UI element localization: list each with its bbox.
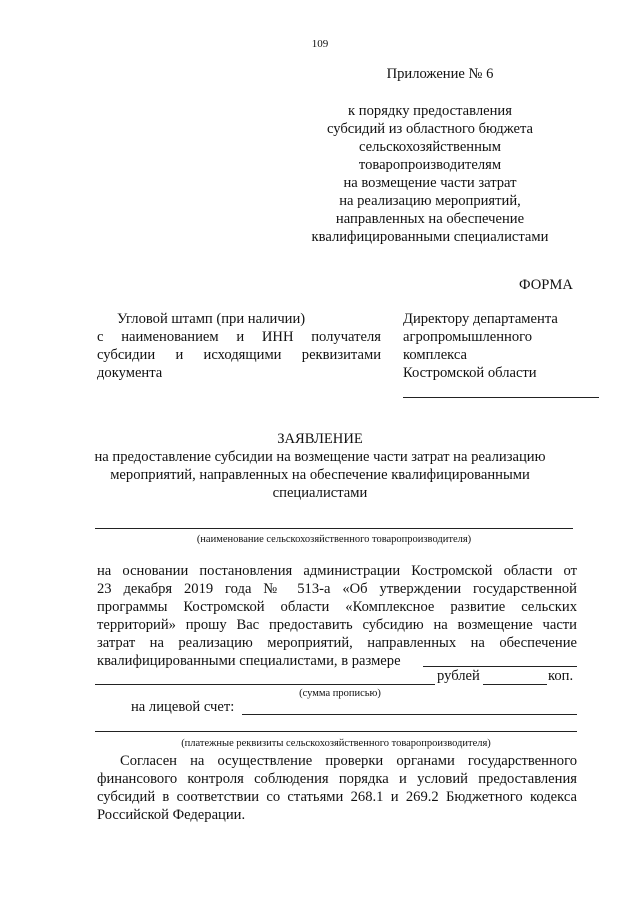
applicant-name-line	[95, 528, 573, 529]
addressee-block	[403, 310, 603, 382]
addressee-signature-line	[403, 397, 599, 398]
account-field-line	[242, 714, 577, 715]
appendix-line: на реализацию мероприятий,	[339, 193, 521, 209]
corner-stamp-block	[97, 310, 381, 382]
body-line: затрат на реализацию мероприятий, направленных на обеспечение	[97, 635, 577, 651]
subtitle-line: специалистами	[272, 485, 368, 501]
rubles-label: рублей	[437, 668, 480, 684]
stamp-line: документа	[97, 365, 163, 381]
appendix-title: Приложение № 6	[386, 66, 494, 82]
amount-caption: (сумма прописью)	[299, 688, 381, 699]
subtitle-line: на предоставление субсидии на возмещение части затрат на реализацию	[94, 449, 546, 465]
stamp-line: с наименованием и ИНН получателя	[97, 329, 381, 345]
addressee-line: комплекса	[403, 347, 468, 363]
addressee-line: Директору департамента	[403, 311, 558, 327]
body-line: программы Костромской области «Комплексное развитие сельских	[97, 599, 577, 615]
appendix-line: на возмещение части затрат	[343, 175, 517, 191]
consent-line: Согласен на осуществление проверки органами государственного	[120, 753, 577, 769]
body-line: на основании постановления администрации Костромской области от	[97, 563, 577, 579]
consent-line: финансового контроля соблюдения порядка и условий предоставления	[97, 771, 577, 787]
account-label: на лицевой счет:	[131, 699, 235, 715]
consent-line: субсидий в соответствии со статьями 268.1 и 269.2 Бюджетного кодекса	[97, 789, 577, 805]
applicant-name-caption: (наименование сельскохозяйственного товаропроизводителя)	[196, 534, 472, 545]
body-line: 23 декабря 2019 года № 513-а «Об утверждении государственной	[97, 581, 577, 597]
kopecks-field-line	[483, 684, 547, 685]
subtitle-line: мероприятий, направленных на обеспечение квалифицированными	[110, 467, 530, 483]
kopecks-label: коп.	[548, 668, 574, 684]
addressee-line: Костромской области	[403, 365, 537, 381]
amount-words-line	[95, 684, 435, 685]
consent-line: Российской Федерации.	[97, 807, 246, 823]
appendix-line: к порядку предоставления	[348, 103, 512, 119]
page-number: 109	[311, 38, 329, 50]
statement-title: ЗАЯВЛЕНИЕ	[277, 431, 363, 447]
account-caption: (платежные реквизиты сельскохозяйственного товаропроизводителя)	[181, 738, 491, 749]
appendix-line: сельскохозяйственным	[359, 139, 501, 155]
stamp-line: Угловой штамп (при наличии)	[117, 311, 306, 327]
body-paragraph	[97, 562, 577, 670]
form-label: ФОРМА	[519, 277, 573, 293]
appendix-block	[280, 102, 580, 246]
appendix-line: товаропроизводителям	[358, 157, 502, 173]
statement-subtitle	[80, 448, 560, 502]
account-field-line-2	[95, 731, 577, 732]
appendix-line: субсидий из областного бюджета	[326, 121, 534, 137]
addressee-line: агропромышленного	[403, 329, 533, 345]
stamp-line: субсидии и исходящими реквизитами	[97, 347, 381, 363]
appendix-line: квалифицированными специалистами	[311, 229, 549, 245]
body-line: квалифицированными специалистами, в размере	[97, 653, 401, 669]
body-line: территорий» прошу Вас предоставить субсидию на возмещение части	[97, 617, 577, 633]
consent-paragraph	[97, 752, 577, 824]
appendix-line: направленных на обеспечение	[335, 211, 525, 227]
